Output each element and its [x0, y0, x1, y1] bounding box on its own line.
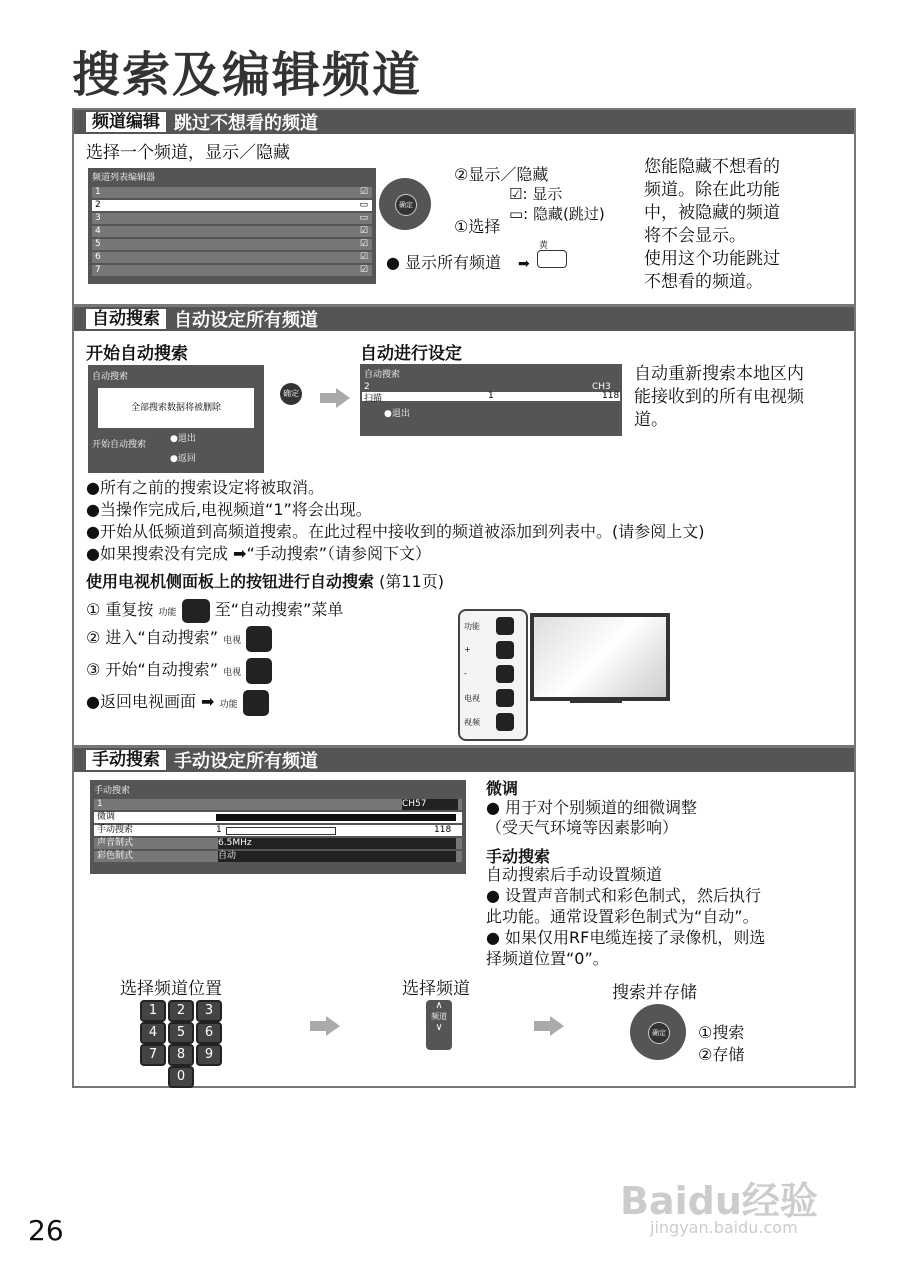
panel-button[interactable]	[496, 713, 514, 731]
channel-number: 2	[364, 382, 370, 392]
section-subtitle: 选择一个频道，显示／隐藏	[86, 143, 290, 163]
col1-label: 选择频道位置	[120, 979, 222, 999]
manual-desc	[486, 864, 765, 969]
section-manual-search	[72, 746, 856, 1088]
desc-line: 自动搜索后手动设置频道	[486, 865, 663, 884]
function-button[interactable]	[243, 690, 269, 716]
number-key[interactable]: 2	[168, 1000, 194, 1022]
panel-page: (第11页)	[379, 572, 444, 591]
col3-label: 搜索并存储	[612, 983, 697, 1003]
page-number: 26	[28, 1214, 64, 1247]
menu-start-label: 开始自动搜索	[92, 440, 147, 450]
row-label: 声音制式	[97, 838, 134, 848]
section-title: 跳过不想看的频道	[174, 113, 318, 134]
channel-row-label: 2	[95, 200, 101, 210]
row-to: 118	[434, 825, 452, 835]
desc-line: 频道。除在此功能	[644, 180, 780, 200]
section-header	[74, 307, 854, 331]
ok-button[interactable]: 确定	[648, 1022, 670, 1044]
section-header	[74, 748, 854, 772]
step1-text: ① 重复按	[86, 600, 154, 619]
row-label: 彩色制式	[97, 851, 134, 861]
step-2-row	[86, 625, 272, 652]
number-key[interactable]: 9	[196, 1044, 222, 1066]
yellow-label: 黄	[539, 241, 549, 251]
panel-button[interactable]	[496, 641, 514, 659]
show-label: ☑: 显示	[509, 185, 563, 203]
ok-button[interactable]: 确定	[280, 383, 302, 405]
channel-row-label: 1	[95, 187, 101, 197]
row-value: 自动	[218, 851, 456, 862]
step1-label: ①选择	[454, 217, 501, 236]
channel-id: CH3	[592, 382, 611, 392]
row-channel: CH57	[402, 799, 458, 810]
number-key[interactable]: 4	[140, 1022, 166, 1044]
checkbox-icon[interactable]: ▭	[359, 213, 368, 223]
row-from: 1	[216, 825, 222, 835]
menu-message: 全部搜索数据将被删除	[98, 388, 254, 428]
step3-text: ③ 开始“自动搜索”	[86, 660, 219, 679]
menu-row-manual[interactable]	[94, 825, 462, 836]
channel-row[interactable]	[92, 213, 372, 224]
arrow-right-icon: ➡	[518, 256, 530, 272]
desc-line: ● 如果仅用RF电缆连接了录像机，则选	[486, 928, 766, 947]
panel-heading: 使用电视机侧面板上的按钮进行自动搜索	[86, 572, 375, 591]
checkbox-icon[interactable]: ☑	[359, 187, 368, 197]
number-key[interactable]: 0	[168, 1066, 194, 1088]
row-value: 6.5MHz	[218, 838, 456, 849]
page-title: 搜索及编辑频道	[72, 47, 423, 103]
step1-menu-text: 至“自动搜索”菜单	[214, 600, 344, 619]
menu-exit-label: ●退出	[170, 434, 196, 444]
section-header	[74, 110, 854, 134]
dpad[interactable]	[379, 178, 431, 230]
yellow-button[interactable]	[537, 250, 567, 268]
section-tag: 频道编辑	[86, 112, 166, 132]
bullet-item: ●如果搜索没有完成 ➡“手动搜索”（请参阅下文）	[86, 544, 432, 563]
side-panel	[458, 609, 528, 741]
menu-title: 手动搜索	[94, 786, 131, 796]
progress-heading: 自动进行设定	[360, 344, 462, 364]
chevron-down-icon[interactable]: ∨	[435, 1022, 443, 1033]
bullet-item: ●所有之前的搜索设定将被取消。	[86, 478, 324, 497]
step-1-row	[86, 597, 343, 623]
function-small: 功能	[219, 700, 238, 710]
channel-row-label: 7	[95, 265, 101, 275]
channel-label: 频道	[431, 1012, 447, 1021]
panel-button[interactable]	[496, 617, 514, 635]
start-heading: 开始自动搜索	[86, 344, 188, 364]
desc-line: 使用这个功能跳过	[644, 249, 780, 269]
auto-search-progress-menu	[360, 364, 622, 436]
panel-button-label: 功能	[464, 622, 480, 631]
row-value: 1	[97, 799, 103, 809]
menu-back-label: ●返回	[170, 454, 196, 464]
desc-line: 此功能。通常设置彩色制式为“自动”。	[486, 907, 759, 926]
checkbox-icon[interactable]: ☑	[359, 226, 368, 236]
channel-row[interactable]	[92, 265, 372, 276]
auto-search-menu	[88, 365, 264, 473]
number-key[interactable]: 3	[196, 1000, 222, 1022]
arrow-right-icon	[336, 388, 350, 408]
channel-row[interactable]	[92, 200, 372, 211]
tv-stand	[570, 697, 622, 703]
col2-label: 选择频道	[402, 979, 470, 999]
step-4-row	[86, 689, 269, 716]
checkbox-icon[interactable]: ☑	[359, 252, 368, 262]
panel-button-label: 视频	[464, 718, 480, 727]
panel-button-label: +	[464, 645, 471, 654]
tv-illustration	[530, 613, 670, 701]
number-key[interactable]: 8	[168, 1044, 194, 1066]
menu-exit-label: ●退出	[384, 409, 410, 419]
section-tag: 手动搜索	[86, 750, 166, 770]
fine-heading: 微调	[486, 779, 519, 798]
section-channel-edit	[72, 108, 856, 306]
panel-button-label: -	[464, 669, 467, 678]
menu-row-fine[interactable]	[94, 812, 462, 823]
tv-button[interactable]	[246, 658, 272, 684]
function-small: 功能	[158, 608, 177, 618]
chevron-up-icon[interactable]: ∧	[435, 1000, 443, 1011]
desc-line: 能接收到的所有电视频	[634, 387, 804, 407]
channel-row[interactable]	[92, 239, 372, 250]
number-key[interactable]: 7	[140, 1044, 166, 1066]
tv-small: 电视	[223, 668, 242, 678]
dpad[interactable]	[630, 1004, 686, 1060]
function-button[interactable]	[182, 599, 210, 623]
section-title: 自动设定所有频道	[174, 310, 318, 331]
menu-title: 频道列表编辑器	[92, 173, 156, 183]
watermark-url: jingyan.baidu.com	[650, 1218, 798, 1237]
channel-row[interactable]	[92, 187, 372, 198]
desc-line: ● 设置声音制式和彩色制式，然后执行	[486, 886, 762, 905]
row-label: 微调	[97, 812, 116, 822]
watermark-brand: Baidu经验	[620, 1179, 818, 1223]
desc-line: （受天气环境等因素影响）	[486, 818, 679, 837]
number-key[interactable]: 1	[140, 1000, 166, 1022]
section-description	[634, 363, 804, 432]
channel-row-label: 5	[95, 239, 101, 249]
desc-line: 您能隐藏不想看的	[644, 157, 780, 177]
store-label: ②存储	[698, 1045, 745, 1064]
desc-line: 中，被隐藏的频道	[644, 203, 780, 223]
section-description	[644, 156, 780, 294]
section-tag: 自动搜索	[86, 309, 166, 329]
menu-row-channel	[94, 799, 462, 810]
step2-text: ② 进入“自动搜索”	[86, 628, 219, 647]
step4-text: ●返回电视画面 ➡	[86, 692, 215, 711]
desc-line: ● 用于对个别频道的细微调整	[486, 798, 698, 817]
panel-button-label: 电视	[464, 694, 480, 703]
menu-row-color[interactable]	[94, 851, 462, 862]
fine-desc	[486, 798, 697, 838]
menu-row-sound[interactable]	[94, 838, 462, 849]
checkbox-icon[interactable]: ☑	[359, 265, 368, 275]
bullet-item: ●开始从低频道到高频道搜索。在此过程中接收到的频道被添加到列表中。(请参阅上文)	[86, 522, 705, 541]
arrow-right-icon	[326, 1016, 340, 1036]
panel-button[interactable]	[496, 665, 514, 683]
tv-button[interactable]	[246, 626, 272, 652]
channel-row[interactable]	[92, 226, 372, 237]
step2-label: ②显示／隐藏	[454, 165, 549, 184]
section-title: 手动设定所有频道	[174, 751, 318, 772]
desc-line: 将不会显示。	[644, 226, 746, 246]
number-key[interactable]: 6	[196, 1022, 222, 1044]
manual-heading: 手动搜索	[486, 847, 551, 866]
channel-list-menu	[88, 168, 376, 284]
channel-row[interactable]	[92, 252, 372, 263]
channel-row-label: 4	[95, 226, 101, 236]
bullet-list	[86, 477, 704, 565]
manual-search-menu	[90, 780, 466, 874]
menu-title: 自动搜索	[92, 372, 129, 382]
tv-small: 电视	[223, 636, 242, 646]
channel-row-label: 6	[95, 252, 101, 262]
section-auto-search	[72, 305, 856, 747]
desc-line: 自动重新搜索本地区内	[634, 364, 804, 384]
arrow-right-icon	[550, 1016, 564, 1036]
panel-button[interactable]	[496, 689, 514, 707]
scan-label: 扫描	[364, 394, 383, 404]
number-key[interactable]: 5	[168, 1022, 194, 1044]
show-all-label: ● 显示所有频道	[386, 253, 502, 272]
menu-title: 自动搜索	[364, 370, 401, 380]
scan-from: 1	[488, 391, 494, 401]
checkbox-icon[interactable]: ▭	[359, 200, 368, 210]
scan-to: 118	[602, 391, 620, 401]
desc-line: 不想看的频道。	[644, 272, 763, 292]
desc-line: 道。	[634, 410, 668, 430]
channel-row-label: 3	[95, 213, 101, 223]
row-label: 手动搜索	[97, 825, 134, 835]
bullet-item: ●当操作完成后,电视频道“1”将会出现。	[86, 500, 372, 519]
panel-heading-row	[86, 569, 444, 592]
search-label: ①搜索	[698, 1023, 745, 1042]
step-3-row	[86, 657, 272, 684]
desc-line: 择频道位置“0”。	[486, 949, 609, 968]
ok-button[interactable]: 确定	[395, 194, 417, 216]
channel-rocker[interactable]	[426, 1000, 452, 1050]
hide-label: ▭: 隐藏(跳过)	[509, 205, 605, 223]
checkbox-icon[interactable]: ☑	[359, 239, 368, 249]
